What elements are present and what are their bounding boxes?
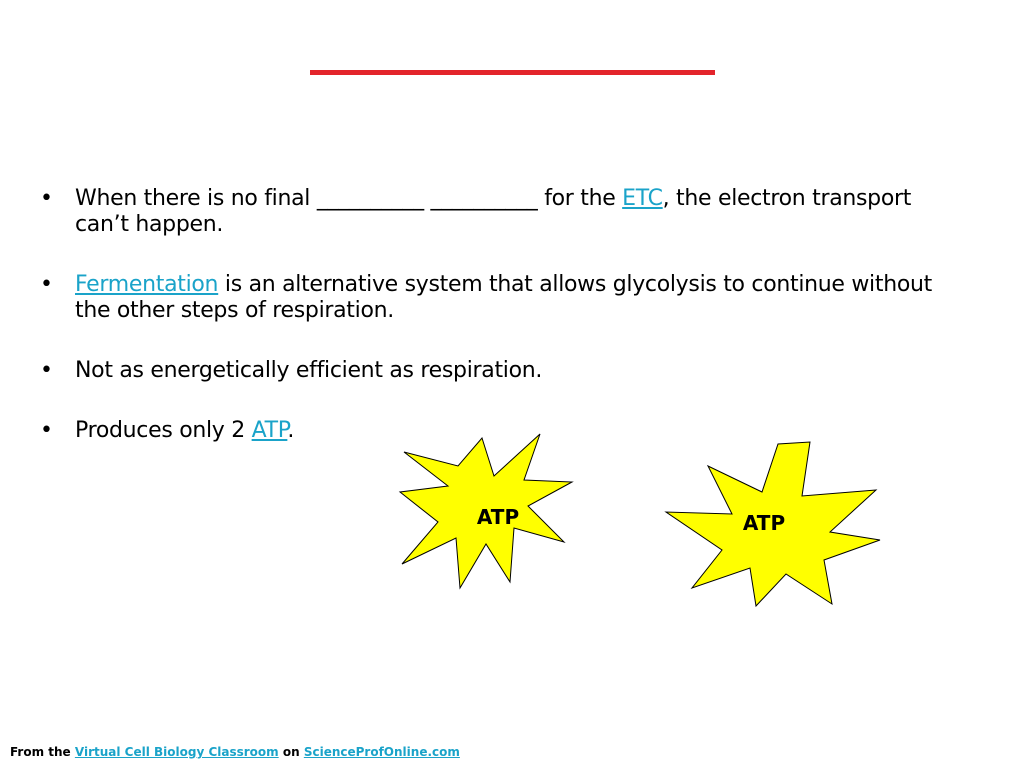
bullet-marker: •	[40, 358, 53, 383]
bullet-item-no-final-acceptor	[40, 186, 940, 238]
footer-middle: on	[278, 745, 304, 759]
bullet-marker: •	[40, 186, 53, 211]
bullet-marker: •	[40, 272, 53, 297]
scienceprofonline-link[interactable]: ScienceProfOnline.com	[303, 745, 460, 759]
star-label: ATP	[476, 505, 520, 529]
bullet-text: Produces only 2	[75, 418, 252, 443]
etc-link[interactable]: ETC	[622, 186, 663, 211]
bullet-text: is an alternative system that allows glycolysis to continue without the other steps of respiration.	[75, 272, 932, 323]
virtual-cell-biology-link[interactable]: Virtual Cell Biology Classroom	[74, 745, 279, 759]
footer-prefix: From the	[10, 745, 75, 759]
starburst-icon	[664, 440, 882, 608]
fermentation-link[interactable]: Fermentation	[75, 272, 219, 297]
bullet-text: Not as energetically efficient as respiration.	[75, 358, 543, 383]
bullet-item-efficiency	[40, 358, 940, 384]
title-blank-line	[310, 70, 715, 75]
bullet-text: When there is no final __________ __________ for the	[75, 186, 623, 211]
bullet-text: , the electron transport can’t happen.	[75, 186, 912, 237]
bullet-item-fermentation	[40, 272, 940, 324]
starburst-icon	[398, 432, 574, 592]
bullet-marker: •	[40, 418, 53, 443]
bullet-text: .	[287, 418, 295, 443]
star-label: ATP	[742, 511, 786, 535]
atp-link[interactable]: ATP	[251, 418, 288, 443]
footer-credit	[10, 745, 460, 759]
